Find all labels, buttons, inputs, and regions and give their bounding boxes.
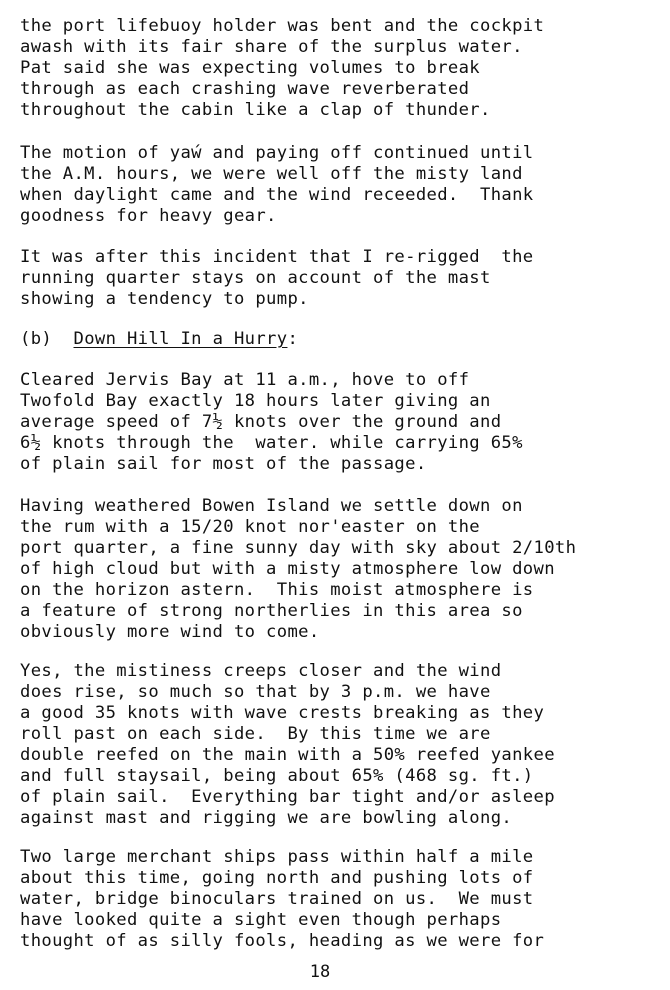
page-number: 18 (309, 962, 331, 982)
text-line: The motion of yaẃ and paying off continued until (20, 143, 534, 163)
text-line: about this time, going north and pushing lots of (20, 868, 534, 888)
text-line: showing a tendency to pump. (20, 289, 309, 309)
text-line: double reefed on the main with a 50% reefed yankee (20, 745, 555, 765)
text-line: goodness for heavy gear. (20, 206, 277, 226)
text-line: throughout the cabin like a clap of thunder. (20, 100, 491, 120)
section-heading (20, 328, 298, 350)
section-title: Down Hill In a Hurry (73, 329, 288, 349)
text-line: port quarter, a fine sunny day with sky about 2/10th (20, 538, 577, 558)
text-line: have looked quite a sight even though perhaps (20, 910, 502, 930)
paragraph-7 (20, 847, 670, 952)
text-line: the rum with a 15/20 knot nor'easter on the (20, 517, 481, 537)
text-line: a feature of strong northerlies in this area so (20, 601, 523, 621)
text-line: against mast and rigging we are bowling along. (20, 808, 513, 828)
text-line: and full staysail, being about 65% (468 sg. ft.) (20, 766, 534, 786)
text-line: roll past on each side. By this time we are (20, 724, 491, 744)
text-line: Cleared Jervis Bay at 11 a.m., hove to off (20, 370, 470, 390)
text-line: average speed of 7½ knots over the ground and (20, 412, 502, 432)
text-line: obviously more wind to come. (20, 622, 320, 642)
section-label: (b) (20, 329, 53, 349)
text-line: of plain sail for most of the passage. (20, 454, 427, 474)
text-line: 6½ knots through the water. while carrying 65% (20, 433, 523, 453)
text-line: of high cloud but with a misty atmosphere low down (20, 559, 555, 579)
text-line: of plain sail. Everything bar tight and/or asleep (20, 787, 555, 807)
text-line: water, bridge binoculars trained on us. We must (20, 889, 534, 909)
paragraph-6 (20, 661, 670, 829)
text-line: awash with its fair share of the surplus water. (20, 37, 523, 57)
paragraph-2 (20, 143, 670, 227)
text-line: the port lifebuoy holder was bent and the cockpit (20, 16, 545, 36)
text-line: thought of as silly fools, heading as we were for (20, 931, 545, 951)
text-line: Having weathered Bowen Island we settle down on (20, 496, 523, 516)
text-line: the A.M. hours, we were well off the misty land (20, 164, 523, 184)
text-line: Twofold Bay exactly 18 hours later giving an (20, 391, 491, 411)
text-line: Yes, the mistiness creeps closer and the wind (20, 661, 502, 681)
text-line: does rise, so much so that by 3 p.m. we have (20, 682, 491, 702)
paragraph-3 (20, 247, 670, 310)
text-line: running quarter stays on account of the mast (20, 268, 491, 288)
text-line: It was after this incident that I re-rigged the (20, 247, 534, 267)
section-title-colon: : (287, 329, 299, 349)
text-line: Pat said she was expecting volumes to break (20, 58, 481, 78)
paragraph-4 (20, 370, 670, 475)
text-line: when daylight came and the wind receeded. Thank (20, 185, 534, 205)
text-line: a good 35 knots with wave crests breaking as they (20, 703, 545, 723)
paragraph-5 (20, 496, 670, 643)
text-line: Two large merchant ships pass within half a mile (20, 847, 534, 867)
text-line: through as each crashing wave reverberated (20, 79, 470, 99)
text-line: on the horizon astern. This moist atmosphere is (20, 580, 534, 600)
paragraph-1 (20, 16, 670, 121)
